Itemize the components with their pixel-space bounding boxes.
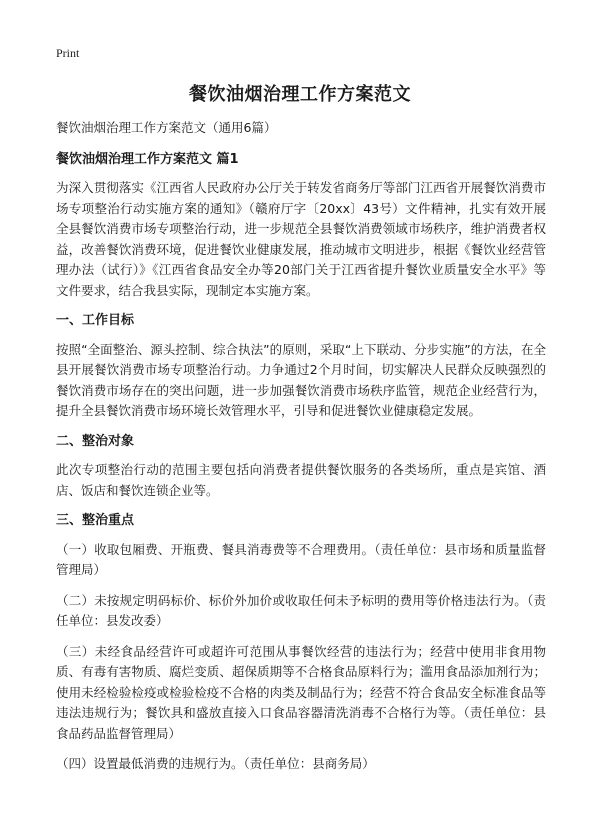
focus-item: （二）未按规定明码标价、标价外加价或收取任何未予标明的费用等价格违法行为。（责任单位：县发改委） (56, 592, 546, 628)
focus-item: （一）收取包厢费、开瓶费、餐具消毒费等不合理费用。（责任单位：县市场和质量监督管理局） (56, 541, 546, 577)
section-heading-focus: 三、整治重点 (56, 513, 135, 528)
section-heading-targets: 二、整治对象 (56, 433, 135, 449)
focus-item: （四）设置最低消费的违规行为。（责任单位：县商务局） (56, 756, 375, 771)
section-text-targets: 此次专项整治行动的范围主要包括向消费者提供餐饮服务的各类场所，重点是宾馆、酒店、饭店和餐饮连锁企业等。 (56, 462, 546, 498)
focus-item: （三）未经食品经营许可或超许可范围从事餐饮经营的违法行为；经营中使用非食用物质、有毒有害物质、腐烂变质、超保质期等不合格食品原料行为；滥用食品添加剂行为；使用未经检验检疫或检验检疫不合格的肉类及制品行为；经营不符合食品安全标准食品等违法违规行为；餐饮具和盛放直接入口食品容器清洗消毒不合格行为等。（责任单位：县食品药品监督管理局） (56, 643, 546, 741)
section-heading-goals: 一、工作目标 (56, 313, 135, 328)
intro-paragraph: 为深入贯彻落实《江西省人民政府办公厅关于转发省商务厅等部门江西省开展餐饮消费市场专项整治行动实施方案的通知》（赣府厅字〔20xx〕43号）文件精神，扎实有效开展全县餐饮消费市场专项整治行动，进一步规范全县餐饮消费领域市场秩序，维护消费者权益，改善餐饮消费环境，促进餐饮业健康发展，推动城市文明进步，根据《餐饮业经营管理办法（试行）》《江西省食品安全办等20部门关于江西省提升餐饮业质量安全水平》等文件要求，结合我县实际，现制定本实施方案。 (56, 180, 546, 298)
part-title: 餐饮油烟治理工作方案范文 篇1 (56, 151, 239, 167)
document-body (56, 118, 546, 785)
print-link[interactable]: Print (56, 46, 80, 60)
document-title: 餐饮油烟治理工作方案范文 (189, 84, 411, 105)
section-text-goals: 按照“全面整治、源头控制、综合执法”的原则，采取“上下联动、分步实施”的方法，在全县开展餐饮消费市场专项整治行动。力争通过2个月时间，切实解决人民群众反映强烈的餐饮消费市场存在的突出问题，进一步加强餐饮消费市场秩序监管，规范企业经营行为，提升全县餐饮消费市场环境长效管理水平，引导和促进餐饮业健康稳定发展。 (56, 341, 546, 418)
document-subtitle: 餐饮油烟治理工作方案范文（通用6篇） (56, 120, 277, 135)
